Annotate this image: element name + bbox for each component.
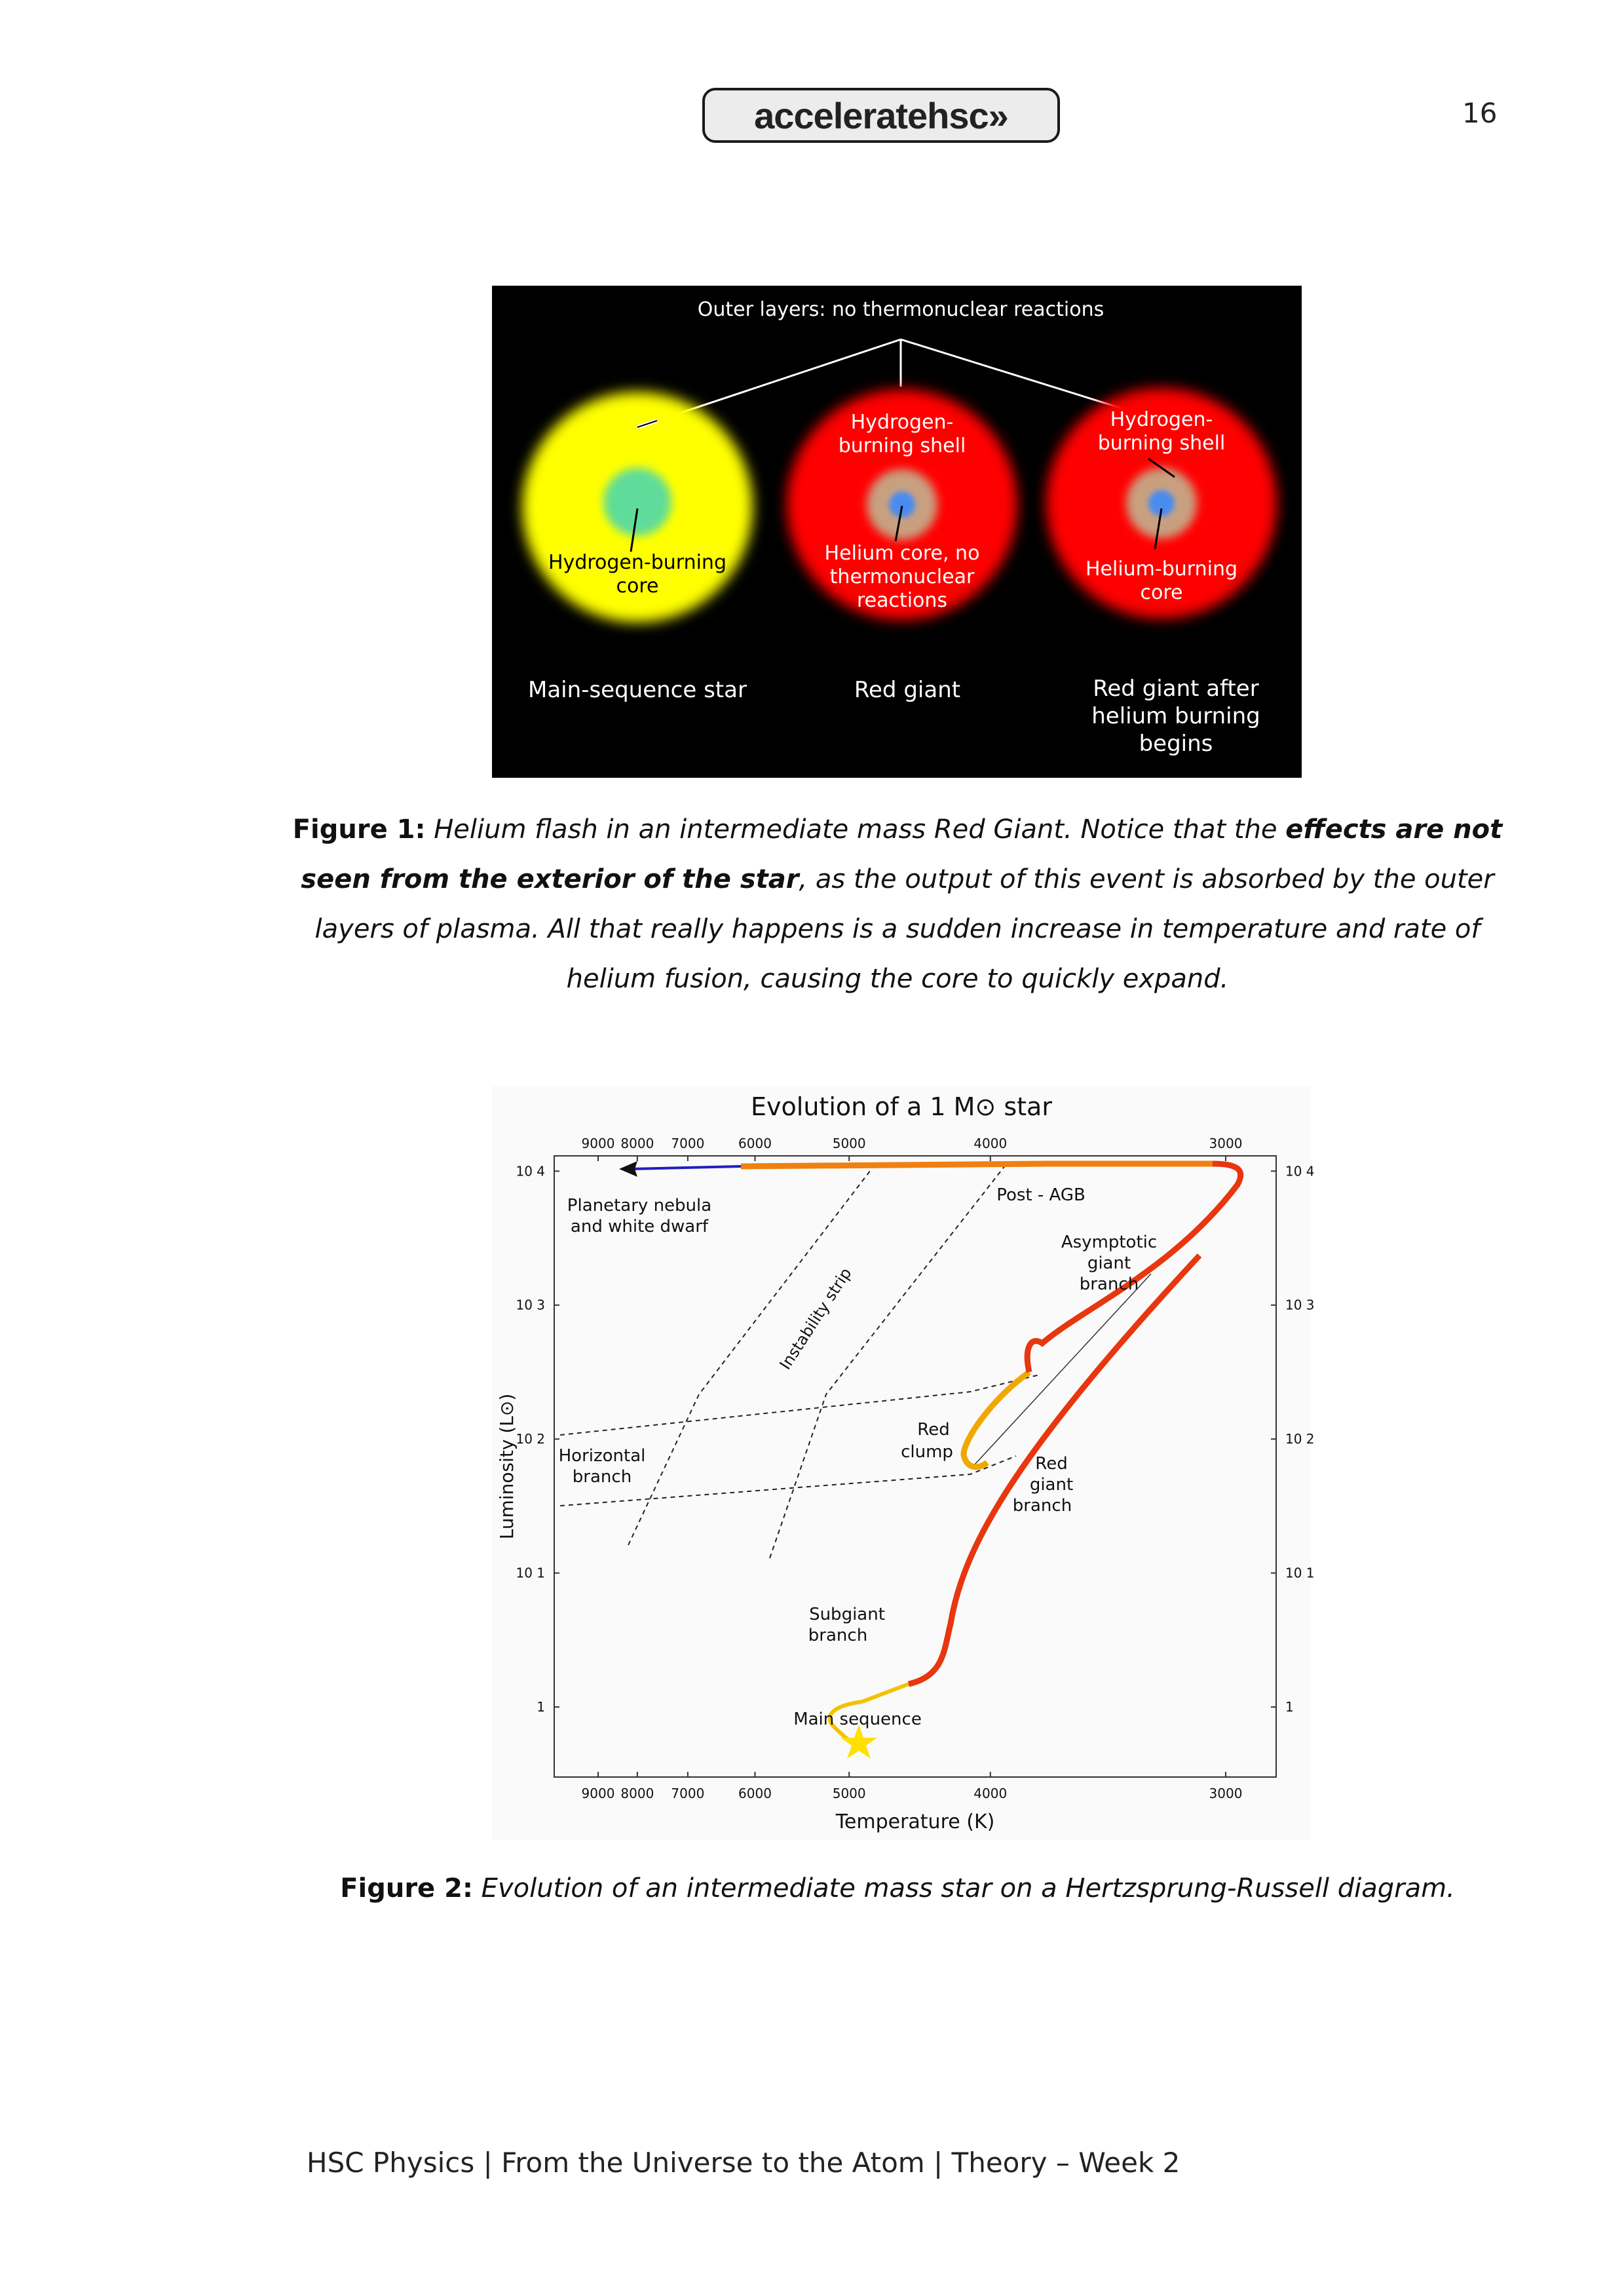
rg-core-label-3: reactions [856,589,948,612]
agb-label-1: Asymptotic [1061,1233,1158,1252]
y-axis-label: Luminosity (L⊙) [496,1393,518,1540]
x-tick-label-top-4000: 4000 [973,1136,1008,1151]
rgh-core-label-2: core [1140,581,1183,604]
rgh-core-label-1: Helium-burning [1085,558,1238,581]
agb-label-3: branch [1079,1274,1139,1294]
figure-1-caption-lead: Figure 1: [292,814,426,845]
y-tick-label-right-100: 10 2 [1285,1431,1315,1447]
red-giant-caption: Red giant [854,677,961,703]
post-agb-label: Post - AGB [996,1185,1086,1205]
x-tick-label-bottom-7000: 7000 [671,1786,705,1801]
rgb-label-1: Red [1035,1454,1068,1474]
accelerate-hsc-logo [702,88,1060,143]
rgb-label-3: branch [1012,1496,1072,1516]
rg-shell-label-1: Hydrogen- [850,411,954,434]
outer-layers-label: Outer layers: no thermonuclear reactions [697,298,1105,321]
y-tick-label-left-10000: 10 4 [516,1163,545,1179]
page-number: 16 [1462,97,1498,129]
figure-2-hr-diagram [492,1086,1315,1840]
post-agb-track [741,1164,1213,1166]
rgh-caption-2: helium burning [1091,703,1260,729]
rgh-shell-label-1: Hydrogen- [1110,408,1213,431]
rgh-caption-3: begins [1139,731,1213,757]
horizontal-branch-label-2: branch [572,1467,632,1487]
rg-core-label-1: Helium core, no [824,542,980,565]
x-tick-label-bottom-4000: 4000 [973,1786,1008,1801]
figure-1-caption [288,805,1507,1004]
subgiant-label-1: Subgiant [809,1605,885,1624]
y-tick-label-right-10: 10 1 [1285,1565,1315,1581]
pn-label-1: Planetary nebula [567,1196,712,1215]
figure-1-helium-flash [492,286,1302,778]
rgh-caption-1: Red giant after [1093,676,1259,702]
pn-label-2: and white dwarf [570,1217,709,1236]
helium-core [889,491,915,518]
figure-2-caption-lead: Figure 2: [340,1873,473,1904]
instability-strip-label: Instability strip [776,1264,856,1373]
hydrogen-burning-core-label-2: core [616,575,659,598]
x-tick-label-bottom-5000: 5000 [832,1786,866,1801]
rg-shell-label-2: burning shell [838,434,966,457]
logo-text: acceleratehsc [754,94,989,136]
x-tick-label-top-9000: 9000 [581,1136,615,1151]
figure-2-caption [288,1864,1507,1913]
rgh-shell-label-2: burning shell [1097,432,1226,455]
x-tick-label-top-5000: 5000 [832,1136,866,1151]
red-clump-label-2: clump [901,1442,953,1462]
x-tick-label-top-6000: 6000 [738,1136,772,1151]
red-clump-label-1: Red [917,1420,950,1440]
x-tick-label-bottom-6000: 6000 [738,1786,772,1801]
x-axis-label: Temperature (K) [835,1810,995,1833]
x-tick-label-bottom-9000: 9000 [581,1786,615,1801]
horizontal-branch-label-1: Horizontal [558,1446,646,1466]
page-footer: HSC Physics | From the Universe to the Atom | Theory – Week 2 [307,2147,1180,2179]
y-tick-label-right-1: 1 [1285,1699,1294,1715]
x-tick-label-bottom-8000: 8000 [620,1786,654,1801]
hydrogen-burning-core-label-1: Hydrogen-burning [548,551,727,574]
y-tick-label-right-10000: 10 4 [1285,1163,1315,1179]
x-tick-label-top-8000: 8000 [620,1136,654,1151]
x-tick-label-bottom-3000: 3000 [1209,1786,1243,1801]
y-tick-label-left-1: 1 [537,1699,545,1715]
subgiant-label-2: branch [808,1626,868,1645]
figure-1-caption-bold: effects are not seen from the exterior of the star [301,814,1503,894]
chart-title: Evolution of a 1 M⊙ star [751,1092,1052,1121]
figure-1-caption-text-1: Helium flash in an intermediate mass Red Giant. Notice that the [425,814,1286,845]
x-tick-label-top-7000: 7000 [671,1136,705,1151]
main-sequence-label: Main sequence [793,1710,922,1729]
rgb-label-2: giant [1029,1475,1074,1495]
logo-chevrons: » [988,94,1008,136]
agb-label-2: giant [1087,1253,1131,1273]
x-tick-label-top-3000: 3000 [1209,1136,1243,1151]
y-tick-label-right-1000: 10 3 [1285,1297,1315,1313]
y-tick-label-left-1000: 10 3 [516,1297,545,1313]
rg-core-label-2: thermonuclear [829,565,975,588]
y-tick-label-left-10: 10 1 [516,1565,545,1581]
hydrogen-burning-core [603,468,671,536]
main-sequence-caption: Main-sequence star [528,677,747,703]
figure-1-caption-text-2: , as the output of this event is absorbed by the outer layers of plasma. All that really happens is a sudden increase in temperature and rate of helium fusion, causing the core to quickly expand. [314,864,1494,994]
figure-2-caption-text: Evolution of an intermediate mass star on a Hertzsprung-Russell diagram. [472,1873,1455,1904]
y-tick-label-left-100: 10 2 [516,1431,545,1447]
